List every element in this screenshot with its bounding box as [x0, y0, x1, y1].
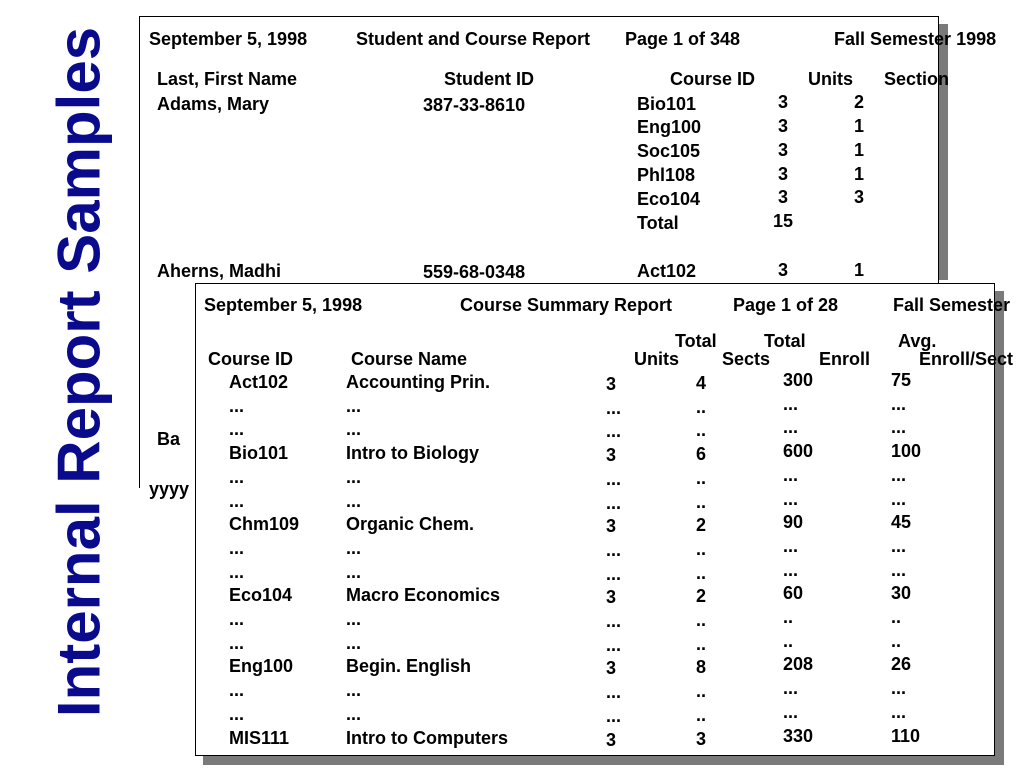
side-title: [0, 0, 130, 768]
student-name-partial: Ba: [157, 429, 181, 449]
summary-course-name: ...: [346, 419, 362, 440]
report2-title: Course Summary Report: [460, 295, 673, 315]
summary-avg-enroll: ..: [891, 630, 902, 651]
col-header-course-name: Course Name: [351, 349, 468, 369]
summary-total-units: 3: [606, 445, 617, 466]
summary-course-name: Accounting Prin.: [346, 372, 490, 392]
col-header-total-units-top: Total: [675, 331, 717, 351]
summary-total-units: ...: [606, 397, 622, 418]
summary-course-name: ...: [346, 632, 362, 653]
summary-course-name: ...: [346, 561, 362, 582]
enrolled-course-id: Bio101: [637, 94, 697, 114]
summary-avg-enroll: ...: [891, 417, 907, 438]
summary-course-name: Begin. English: [346, 656, 472, 677]
summary-enroll: 300: [783, 370, 814, 390]
summary-avg-enroll: 30: [891, 583, 912, 604]
col-header-course-id: Course ID: [670, 69, 756, 89]
report2-semester: Fall Semester: [893, 295, 1011, 315]
summary-avg-enroll: ...: [891, 464, 907, 485]
summary-course-id: ...: [229, 632, 245, 653]
summary-enroll: ...: [783, 701, 799, 722]
summary-avg-enroll: ...: [891, 701, 907, 722]
summary-total-sects: ..: [696, 491, 707, 512]
enrolled-course-units: 3: [778, 116, 789, 136]
total-units: 15: [773, 211, 794, 231]
student-name: Adams, Mary: [157, 94, 270, 114]
summary-total-sects: ..: [696, 562, 707, 583]
summary-course-name: ...: [346, 490, 362, 511]
summary-total-units: 3: [606, 729, 617, 750]
enrolled-course-id: Eng100: [637, 117, 702, 137]
summary-total-units: ...: [606, 421, 622, 442]
report1-page: Page 1 of 348: [625, 29, 741, 49]
summary-enroll: ...: [783, 678, 799, 699]
summary-avg-enroll: ...: [891, 535, 907, 556]
course-summary-report: [195, 283, 1014, 756]
summary-course-id: ...: [229, 703, 245, 724]
summary-enroll: 90: [783, 512, 804, 533]
summary-course-id: MIS111: [229, 727, 290, 748]
summary-course-name: ...: [346, 537, 362, 558]
report1-shadow: [939, 24, 948, 280]
enrolled-course-units: 3: [778, 92, 789, 112]
summary-total-sects: ..: [696, 396, 707, 417]
summary-enroll: ...: [783, 488, 799, 509]
col-header-total-sects-top: Total: [764, 331, 806, 351]
summary-course-name: Intro to Computers: [346, 727, 508, 748]
summary-course-name: ...: [346, 466, 362, 487]
enrolled-course-units: 3: [778, 140, 789, 160]
enrolled-course-section: 1: [854, 260, 865, 280]
enrolled-course-units: 3: [778, 164, 789, 184]
summary-total-units: ...: [606, 563, 622, 584]
summary-course-id: Act102: [229, 372, 289, 392]
summary-enroll: ...: [783, 393, 799, 414]
summary-total-units: ...: [606, 492, 622, 513]
enrolled-course-id: Act102: [637, 261, 697, 281]
summary-enroll: ...: [783, 417, 799, 438]
summary-course-id: Eng100: [229, 656, 294, 677]
report1-semester: Fall Semester 1998: [834, 29, 997, 49]
enrolled-course-id: Phl108: [637, 165, 696, 185]
summary-course-name: ...: [346, 395, 362, 416]
summary-enroll: ...: [783, 535, 799, 556]
summary-enroll: ..: [783, 630, 794, 651]
summary-total-units: 3: [606, 658, 617, 679]
summary-total-units: 3: [606, 587, 617, 608]
summary-course-name: Macro Economics: [346, 585, 501, 606]
summary-total-sects: ..: [696, 681, 707, 702]
col-header-avg-enroll-sect: Enroll/Sect: [919, 349, 1014, 369]
col-header-total-units: Units: [634, 349, 679, 369]
summary-avg-enroll: 110: [891, 725, 921, 746]
summary-avg-enroll: ...: [891, 559, 907, 580]
enrolled-course-section: 3: [854, 187, 865, 207]
summary-avg-enroll: 45: [891, 512, 912, 533]
summary-course-id: ...: [229, 419, 245, 440]
summary-avg-enroll: ...: [891, 393, 907, 414]
summary-total-units: ...: [606, 705, 622, 726]
summary-course-id: ...: [229, 680, 245, 701]
summary-total-sects: 3: [696, 728, 707, 749]
report2-page: Page 1 of 28: [733, 295, 839, 315]
summary-total-units: ...: [606, 682, 622, 703]
summary-course-name: Organic Chem.: [346, 514, 475, 535]
student-name: Aherns, Madhi: [157, 261, 282, 281]
summary-total-units: ...: [606, 539, 622, 560]
enrolled-course-id: Eco104: [637, 189, 701, 209]
student-id: 387-33-8610: [423, 95, 526, 115]
summary-avg-enroll: ...: [891, 488, 907, 509]
total-label: Total: [637, 213, 679, 233]
side-title-text: Internal Report Samples: [45, 26, 113, 718]
summary-course-id: ...: [229, 537, 245, 558]
summary-total-sects: ..: [696, 538, 707, 559]
summary-course-id: Chm109: [229, 514, 300, 535]
summary-total-units: 3: [606, 516, 617, 537]
summary-total-sects: 2: [696, 586, 707, 607]
col-header-course-id: Course ID: [208, 349, 294, 369]
summary-total-units: 3: [606, 374, 617, 394]
report2-date: September 5, 1998: [204, 295, 363, 315]
summary-course-id: Eco104: [229, 585, 293, 606]
report1-title: Student and Course Report: [356, 29, 591, 49]
summary-enroll: ...: [783, 464, 799, 485]
enrolled-course-section: 2: [854, 92, 865, 112]
summary-course-id: Bio101: [229, 443, 289, 464]
summary-total-sects: ..: [696, 633, 707, 654]
summary-total-units: ...: [606, 634, 622, 655]
summary-total-sects: ..: [696, 467, 707, 488]
summary-enroll: 600: [783, 441, 814, 462]
summary-total-units: ...: [606, 468, 622, 489]
summary-enroll: 60: [783, 583, 804, 604]
col-header-name: Last, First Name: [157, 69, 298, 89]
summary-total-sects: 8: [696, 657, 707, 678]
enrolled-course-section: 1: [854, 164, 865, 184]
enrolled-course-units: 3: [778, 260, 789, 280]
summary-course-id: ...: [229, 609, 245, 629]
summary-course-name: Intro to Biology: [346, 443, 479, 464]
summary-enroll: 330: [783, 725, 814, 746]
col-header-student-id: Student ID: [444, 69, 534, 89]
summary-avg-enroll: 75: [891, 370, 912, 390]
summary-course-name: ...: [346, 680, 362, 701]
summary-course-name: ...: [346, 703, 362, 724]
student-id: 559-68-0348: [423, 262, 526, 282]
summary-total-sects: 4: [696, 373, 707, 393]
summary-total-sects: ..: [696, 610, 707, 630]
summary-total-sects: ..: [696, 420, 707, 441]
summary-avg-enroll: 100: [891, 441, 922, 462]
summary-total-sects: ..: [696, 704, 707, 725]
summary-course-id: ...: [229, 561, 245, 582]
enrolled-course-section: 1: [854, 116, 865, 136]
summary-course-id: ...: [229, 395, 245, 416]
summary-course-id: ...: [229, 490, 245, 511]
summary-avg-enroll: 26: [891, 654, 912, 675]
enrolled-course-units: 3: [778, 187, 789, 207]
col-header-units: Units: [808, 69, 853, 89]
enrolled-course-section: 1: [854, 140, 865, 160]
col-header-section: Section: [884, 69, 950, 89]
report1-footer-partial: yyyy: [149, 479, 190, 499]
col-header-total-sects: Sects: [722, 349, 771, 369]
summary-course-name: ...: [346, 609, 362, 629]
col-header-avg-top: Avg.: [898, 331, 937, 351]
report2-shadow-bottom: [203, 756, 1004, 765]
summary-enroll: ..: [783, 607, 794, 627]
col-header-enroll: Enroll: [819, 349, 871, 369]
summary-enroll: 208: [783, 654, 814, 675]
enrolled-course-id: Soc105: [637, 141, 701, 161]
summary-avg-enroll: ...: [891, 678, 907, 699]
summary-total-sects: 2: [696, 515, 707, 536]
summary-total-sects: 6: [696, 444, 707, 465]
summary-total-units: ...: [606, 611, 622, 631]
summary-course-id: ...: [229, 466, 245, 487]
summary-enroll: ...: [783, 559, 799, 580]
report1-date: September 5, 1998: [149, 29, 308, 49]
summary-avg-enroll: ..: [891, 607, 902, 627]
